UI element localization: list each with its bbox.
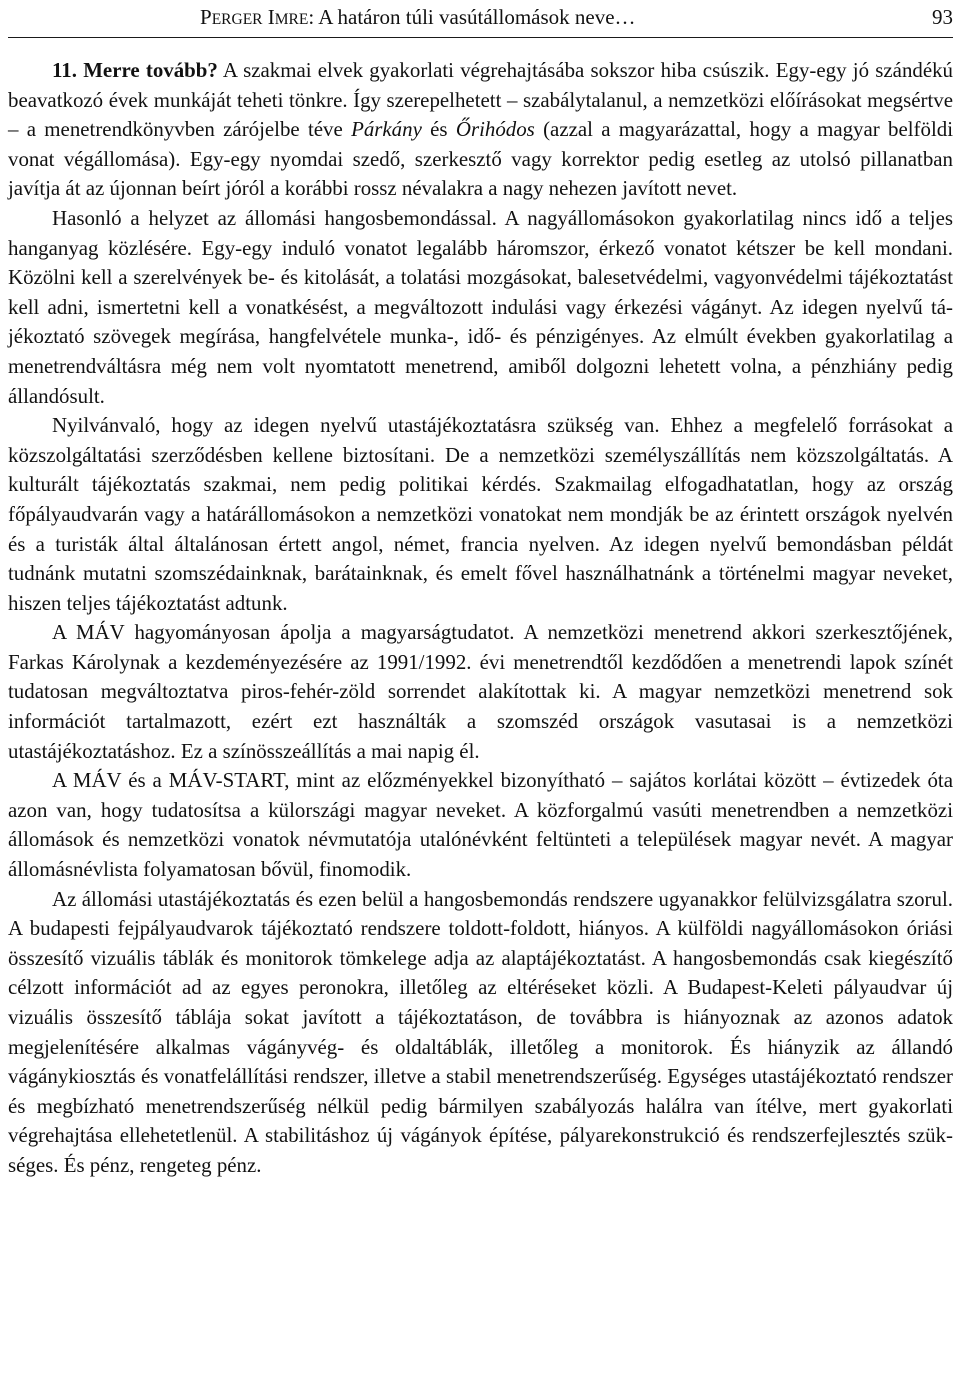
running-title <box>200 5 636 30</box>
page-number: 93 <box>932 5 953 29</box>
paragraph-1-part-1: A szakmai elvek gyakorlati végrehajtásába sokszor hiba csúszik. Egy-egy jó szándékú beavatkozó évek munkáját teheti tönkre. Így szerepelhetett – szabálytalanul, a nemzetközi előírásokat megsértve – a menetrendkönyvben zárójelbe téve <box>8 58 953 142</box>
body-text <box>8 56 953 1181</box>
paragraph-1-conjunction: és <box>421 117 456 142</box>
author-first-rest: ERGER <box>211 11 263 28</box>
paragraph-4: A MÁV hagyományosan ápolja a magyarságtudatot. A nemzetközi menetrend akkori szerkesztőjének, Farkas Károlynak a kezdeményezésére az 1991/1992. évi menetrendtől kezdődően a menetrendi lapok színét tudatosan megváltoztatva piros-fehér-zöld sorrendet alakítottak ki. A magyar nemzetközi menetrend sok információt tartalmazott, ezért ezt használták a szomszéd országok vasutasai is a nemzetközi utastájékoztatáshoz. Ez a színösszeállítás a mai napig él. <box>8 620 953 763</box>
paragraph-1-part-2: (azzal a magyarázattal, hogy a magyar belföldi vonat végállomása). Egy-egy nyomdai szedő, szerkesztő vagy korrektor pedig esetleg az utolsó pillanatban javítja át az újonnan beírt jóról a korábbi rossz névalakra a nagy nehezen javított nevet. <box>8 117 953 201</box>
author-last-cap: I <box>267 5 275 29</box>
title-rest: : A határon túli vasútállomások neve… <box>308 5 636 29</box>
paragraph-2: Hasonló a helyzet az állomási hangosbemondással. A nagyállomásokon gyakorlatilag nincs idő a teljes hanganyag közlésére. Egy-egy induló vonatot legalább háromszor, érkező vonatot kétszer be kell mondani. Közölni kell a szerelvények be- és kitolását, a tolatási mozgásokat, balesetvédelmi, vagyonvédelmi tájékoztatást kell adni, ismertetni kell a vonatkésést, a megváltozott indulási vagy érkezési vágányt. Az idegen nyelvű tájékoztató szövegek megírása, hangfelvétele munka-, idő- és pénzigényes. Az elmúlt években gyakorlatilag a menetrendváltásra még nem volt nyomtatott menetrend, amiből dolgozni lehetett volna, a pénzhiány pedig állandósult. <box>8 205 953 408</box>
place-name-orihodos: Őrihódos <box>455 117 535 142</box>
place-name-parkany: Párkány <box>351 117 422 142</box>
document-page <box>8 0 953 1181</box>
paragraph-6: Az állomási utastájékoztatás és ezen belül a hangosbemondás rendszere ugyanakkor felülvizsgálatra szorul. A budapesti fejpályaudvarok tájékoztató rendszere toldott-foldott, hiányos. A külföldi nagyállomásokon óriási összesítő vizuális táblák és monitorok tömkelege adja az alaptájékoztatást. A hangosbemondás csak kiegészítő célzott információt ad az egyes peronokra, illetőleg az eltéréseket közli. A Budapest-Keleti pályaudvar új vizuális összesítő táblája sokat javított a tájékoztatáson, de továbbra is hiányoznak az azonos adatok megjelenítésére alkalmas vágányvég- és oldaltáblák, illetőleg a monitorok. És hiányzik az állandó vágánykiosztás és vonatfelállítási rendszer, illetve a stabil menetrendszerűség. Egységes utastájékoztató rendszer és megbízható menetrendszerűség nélkül pedig bármilyen szabályozás halálra van ítélve, mert gyakorlati végrehajtása ellehetetlenül. A stabilitáshoz új vágányok építése, pályarekonstrukció és rendszerfejlesztés szükséges. És pénz, rengeteg pénz. <box>8 886 953 1177</box>
paragraph-1 <box>8 56 953 204</box>
paragraph-3: Nyilvánvaló, hogy az idegen nyelvű utastájékoztatásra szükség van. Ehhez a megfelelő forrásokat a közszolgáltatási szerződésben kellene biztosítani. De a nemzetközi személyszállítás nem közszolgáltatás. A kulturált tájékoztatás szakmai, nem pedig politikai kérdés. Szakmailag elfogadhatatlan, hogy az ország főpályaudvarán vagy a határállomásokon a nemzetközi vonatokat nem mondják be az érintett országok nyelvén és a turisták által általánosan értett angol, német, francia nyelven. Az idegen nyelvű bemondásban példát tudnánk mutatni szomszédainknak, barátainknak, és emelt fővel használhatnánk a történelmi magyar neveket, hiszen teljes tájékoztatást adtunk. <box>8 413 953 615</box>
section-heading: 11. Merre tovább? <box>52 58 218 82</box>
author-first-cap: P <box>200 5 212 29</box>
author-last-rest: MRE <box>274 11 309 28</box>
running-header <box>8 0 953 38</box>
paragraph-5: A MÁV és a MÁV-START, mint az előzményekkel bizonyítható – sajátos korlátai között – évtizedek óta azon van, hogy tudatosítsa a külországi magyar neveket. A közforgalmú vasúti menetrendben a nemzetközi állomások és nemzetközi vonatok névmutatója utalónévként feltünteti a települések magyar nevét. A magyar állomásnévlista folyamatosan bővül, finomodik. <box>8 768 953 882</box>
